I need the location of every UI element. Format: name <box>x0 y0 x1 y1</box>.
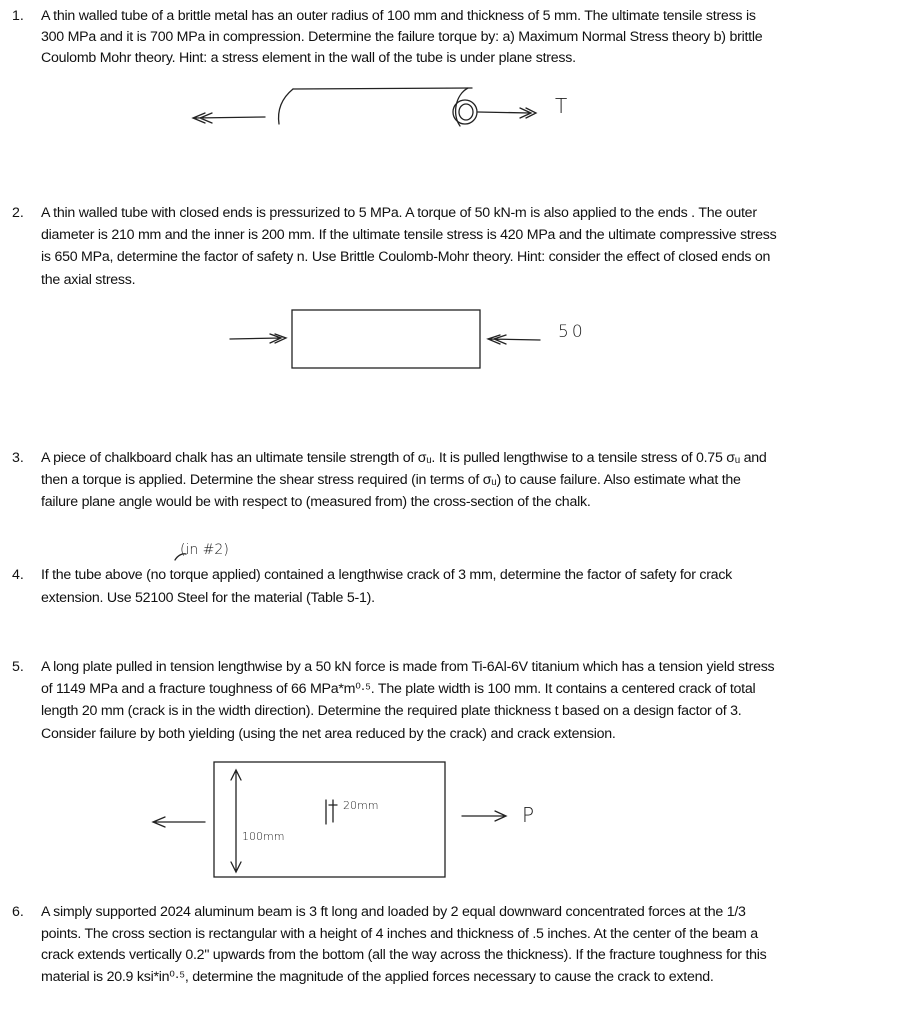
problem-number: 6. <box>12 904 24 920</box>
problem-number: 5. <box>12 659 24 675</box>
force-label: 50 <box>558 322 586 342</box>
problem-text-line: diameter is 210 mm and the inner is 200 mm. If the ultimate tensile stress is 420 MPa and the ultimate compressive stress <box>41 227 777 243</box>
problem-text-line: crack extends vertically 0.2" upwards from the bottom (all the way across the thickness). If the fracture toughness for this <box>41 947 767 963</box>
problem-text-line: A thin walled tube with closed ends is pressurized to 5 MPa. A torque of 50 kN-m is also applied to the ends . The outer <box>41 205 757 221</box>
problem-text-line: is 650 MPa, determine the factor of safety n. Use Brittle Coulomb-Mohr theory. Hint: consider the effect of closed ends on <box>41 249 771 265</box>
problem-text-line: A simply supported 2024 aluminum beam is 3 ft long and loaded by 2 equal downward concentrated forces at the 1/3 <box>41 904 746 920</box>
problem-text-line: A thin walled tube of a brittle metal has an outer radius of 100 mm and thickness of 5 mm. The ultimate tensile stress is <box>41 8 756 24</box>
problem-text-line: Coulomb Mohr theory. Hint: a stress element in the wall of the tube is under plane stress. <box>41 50 576 66</box>
crack-length-label: 20mm <box>343 799 379 812</box>
problem-text-line: Consider failure by both yielding (using the net area reduced by the crack) and crack extension. <box>41 726 616 742</box>
problem-text-line: then a torque is applied. Determine the shear stress required (in terms of σᵤ) to cause failure. Also estimate what the <box>41 472 741 488</box>
handwritten-note: (in #2) <box>180 542 229 558</box>
problem-text-line: points. The cross section is rectangular with a height of 4 inches and thickness of .5 inches. At the center of the beam a <box>41 926 758 942</box>
problem-text-line: failure plane angle would be with respect to (measured from) the cross-section of the chalk. <box>41 494 591 510</box>
torque-label: T <box>555 94 568 118</box>
problem-text-line: of 1149 MPa and a fracture toughness of 66 MPa*m⁰·⁵. The plate width is 100 mm. It contains a centered crack of total <box>41 681 756 697</box>
problem-text-line: material is 20.9 ksi*in⁰·⁵, determine the magnitude of the applied forces necessary to cause the crack to extend. <box>41 969 714 985</box>
plate-sketch-2 <box>230 310 540 368</box>
problem-number: 1. <box>12 8 24 24</box>
tube-sketch <box>193 88 536 126</box>
plate-sketch-5 <box>153 762 506 877</box>
problem-text-line: length 20 mm (crack is in the width direction). Determine the required plate thickness t based on a design factor of 3. <box>41 703 742 719</box>
force-label-p: P <box>522 803 535 827</box>
problem-text-line: A piece of chalkboard chalk has an ultimate tensile strength of σᵤ. It is pulled lengthwise to a tensile stress of 0.75 σᵤ and <box>41 450 767 466</box>
problem-text-line: If the tube above (no torque applied) contained a lengthwise crack of 3 mm, determine the factor of safety for crack <box>41 567 733 583</box>
problem-number: 4. <box>12 567 24 583</box>
plate-width-label: 100mm <box>242 830 285 843</box>
problem-text-line: extension. Use 52100 Steel for the material (Table 5-1). <box>41 590 375 606</box>
problem-text-line: A long plate pulled in tension lengthwise by a 50 kN force is made from Ti-6Al-6V titanium which has a tension yield stress <box>41 659 775 675</box>
problem-number: 2. <box>12 205 24 221</box>
problem-number: 3. <box>12 450 24 466</box>
problem-text-line: the axial stress. <box>41 272 136 288</box>
problem-text-line: 300 MPa and it is 700 MPa in compression. Determine the failure torque by: a) Maximum Normal Stress theory b) brittle <box>41 29 763 45</box>
